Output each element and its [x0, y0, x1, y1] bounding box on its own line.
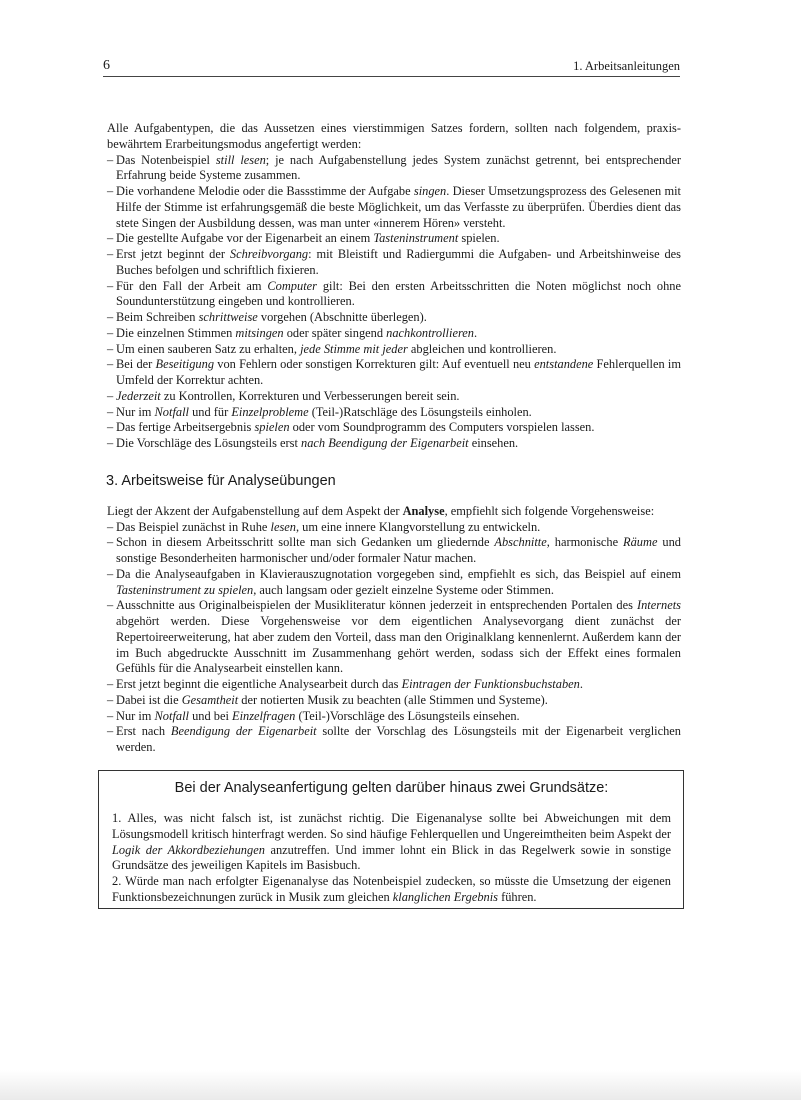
list-item: – Das fertige Arbeitsergebnis spielen oder vom Soundprogramm des Computers vorspielen lassen.: [107, 420, 681, 436]
list-item: – Ausschnitte aus Originalbeispielen der Musikliteratur können jederzeit in entsprechenden Portalen des Internets abgehört werden. Diese Vorgehensweise vor dem eigentlichen Analysevorgang dient zunächst der Repertoireerweiterung, hat aber zudem den Vorteil, dass man den Originalklang kennenlernt. Außerdem kann der im Buch abgedruckte Ausschnitt im Zusammenhang gehört werden, sodass sich der Effekt eines formalen Gefühls für die Analysearbeit einstellen kann.: [107, 598, 681, 677]
list-item: – Jederzeit zu Kontrollen, Korrekturen und Verbesserungen bereit sein.: [107, 389, 681, 405]
list-item: – Die vorhandene Melodie oder die Bassstimme der Aufgabe singen. Dieser Umsetzungsprozess des Gelesenen mit Hilfe der Stimme ist erfahrungsgemäß die beste Möglichkeit, um das Verfasste zu überprüfen. Überdies dient das stete Singen der Ausbildung dessen, was man unter «innerem Hören» versteht.: [107, 184, 681, 231]
list-item: – Da die Analyseaufgaben in Klavierauszugnotation vorgegeben sind, empfiehlt es sich, das Beispiel auf einem Tasteninstrument zu spielen, auch langsam oder gezielt einzelne Systeme oder Stimmen.: [107, 567, 681, 599]
principles-box-body: [112, 811, 671, 906]
list-item: – Das Beispiel zunächst in Ruhe lesen, um eine innere Klangvorstellung zu entwickeln.: [107, 520, 681, 536]
list-item: – Beim Schreiben schrittweise vorgehen (Abschnitte überlegen).: [107, 310, 681, 326]
page-header: [103, 58, 680, 77]
running-chapter-title: 1. Arbeitsanleitungen: [573, 59, 680, 73]
list-item: – Um einen sauberen Satz zu erhalten, jede Stimme mit jeder abgleichen und kontrollieren.: [107, 342, 681, 358]
principles-box: [98, 770, 684, 909]
list-item: – Das Notenbeispiel still lesen; je nach Aufgabenstellung jedes System zunächst getrennt, bei entsprechender Erfahrung beide Systeme zusammen.: [107, 153, 681, 185]
list-item: – Erst jetzt beginnt die eigentliche Analysearbeit durch das Eintragen der Funktionsbuchstaben.: [107, 677, 681, 693]
list-item: – Dabei ist die Gesamtheit der notierten Musik zu beachten (alle Stimmen und Systeme).: [107, 693, 681, 709]
main-content: [107, 121, 681, 756]
synthesis-intro: Alle Aufgabentypen, die das Aussetzen eines vierstimmigen Satzes fordern, sollten nach folgendem, praxis-bewährtem Erarbeitungsmodus angefertigt werden:: [107, 121, 681, 151]
principle-2: 2. Würde man nach erfolgter Eigenanalyse das Notenbeispiel zudecken, so müsste die Umsetzung der eigenen Funktionsbezeichnungen zurück in Musik zum gleichen klanglichen Ergebnis führen.: [112, 874, 671, 904]
page-number: 6: [103, 58, 110, 73]
list-item: – Nur im Notfall und für Einzelprobleme (Teil-)Ratschläge des Lösungsteils einholen.: [107, 405, 681, 421]
list-item: – Erst nach Beendigung der Eigenarbeit sollte der Vorschlag des Lösungsteils mit der Eigenarbeit verglichen werden.: [107, 724, 681, 756]
list-item: – Schon in diesem Arbeitsschritt sollte man sich Gedanken um gliedernde Abschnitte, harmonische Räume und sonstige Besonderheiten harmonischer und/oder formaler Natur machen.: [107, 535, 681, 567]
list-item: – Die einzelnen Stimmen mitsingen oder später singend nachkontrollieren.: [107, 326, 681, 342]
list-item: – Bei der Beseitigung von Fehlern oder sonstigen Korrekturen gilt: Auf eventuell neu entstandene Fehlerquellen im Umfeld der Korrektur achten.: [107, 357, 681, 389]
principle-1: 1. Alles, was nicht falsch ist, ist zunächst richtig. Die Eigenanalyse sollte bei Abweichungen mit dem Lösungsmodell kritisch hinterfragt werden. So sind häufige Fehlerquellen und Ungereimtheiten beim Aspekt der Logik der Akkordbeziehungen anzutreffen. Und immer lohnt ein Blick in das Regelwerk sowie in sonstige Grundsätze des jeweiligen Kapitels im Basisbuch.: [112, 811, 671, 873]
list-item: – Die Vorschläge des Lösungsteils erst nach Beendigung der Eigenarbeit einsehen.: [107, 436, 681, 452]
list-item: – Die gestellte Aufgabe vor der Eigenarbeit an einem Tasteninstrument spielen.: [107, 231, 681, 247]
page-edge-shadow: [0, 1070, 801, 1100]
principles-box-heading: Bei der Analyseanfertigung gelten darüber hinaus zwei Grundsätze:: [174, 780, 609, 796]
list-item: – Nur im Notfall und bei Einzelfragen (Teil-)Vorschläge des Lösungsteils einsehen.: [107, 709, 681, 725]
list-item: – Erst jetzt beginnt der Schreibvorgang: mit Bleistift und Radiergummi die Aufgaben- und Arbeitshinweise des Buches befolgen und schriftlich fixieren.: [107, 247, 681, 279]
section-heading-analysis: 3. Arbeitsweise für Analyseübungen: [106, 472, 336, 489]
analysis-intro: Liegt der Akzent der Aufgabenstellung auf dem Aspekt der Analyse, empfiehlt sich folgende Vorgehensweise:: [107, 503, 655, 518]
analysis-steps-list: [107, 520, 681, 756]
list-item: – Für den Fall der Arbeit am Computer gilt: Bei den ersten Arbeitsschritten die Noten möglichst noch ohne Soundunterstützung eingeben und kontrollieren.: [107, 279, 681, 311]
synthesis-steps-list: [107, 153, 681, 452]
